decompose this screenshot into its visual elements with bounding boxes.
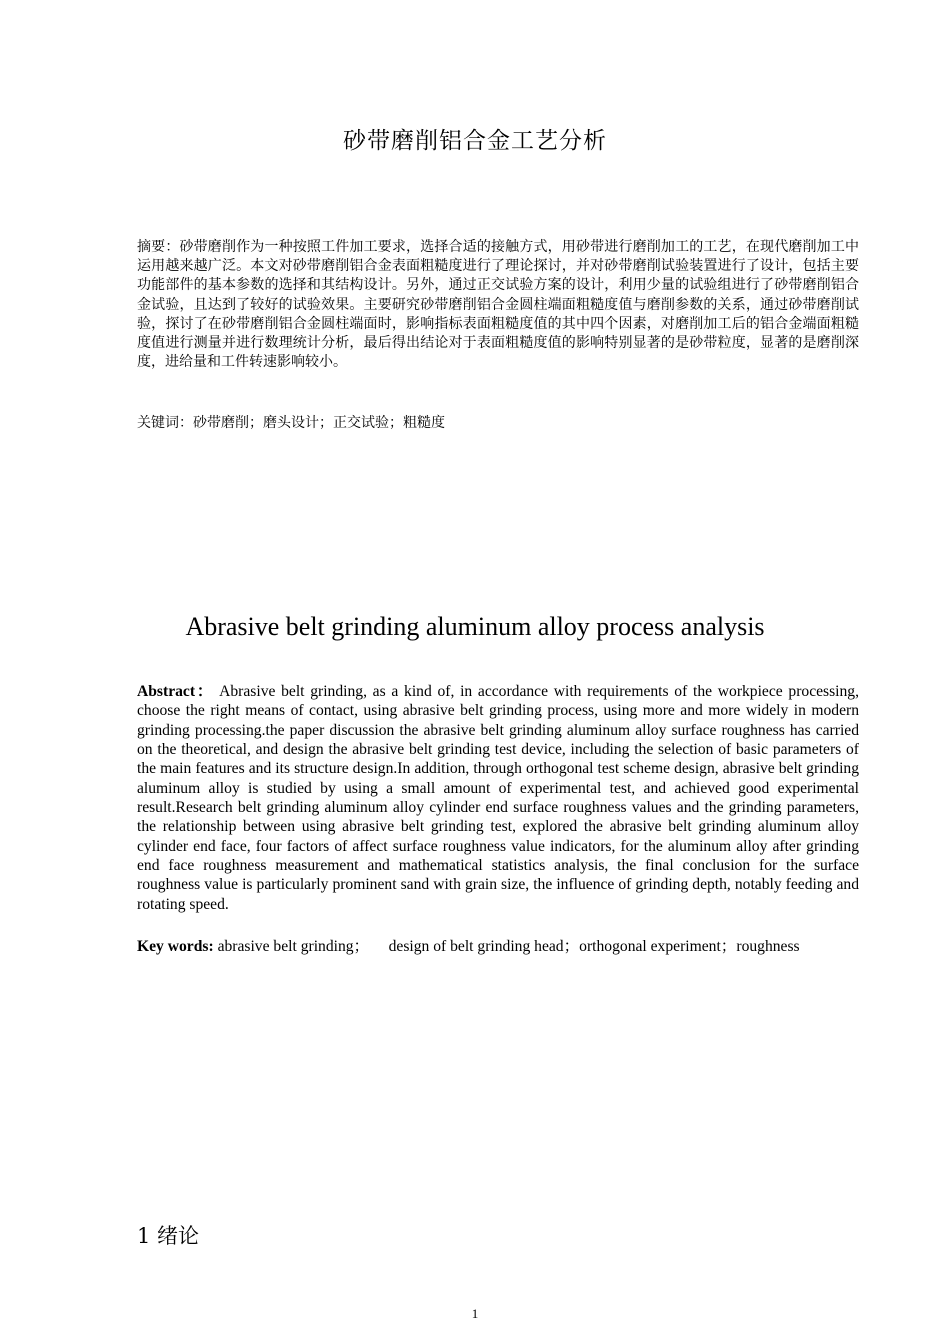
page-number: 1 xyxy=(471,1306,479,1321)
english-keywords xyxy=(137,934,859,956)
chinese-keywords-label: 关键词： xyxy=(137,415,193,431)
english-abstract-text: Abrasive belt grinding, as a kind of, in accordance with requirements of the workpiece processing, choose the right means of contact, using abrasive belt grinding process, using more and more widely in modern grinding processing.the paper discussion the abrasive belt grinding aluminum alloy surface roughness has carried on the theoretical, and design the abrasive belt grinding test device, including the selection of basic parameters of the main features and its structure design.In addition, through orthogonal test scheme design, abrasive belt grinding aluminum alloy is studied by using a small amount of experimental test, and achieved good experimental result.Research belt grinding aluminum alloy cylinder end surface roughness values and the grinding parameters, the relationship between using abrasive belt grinding test, explored the abrasive belt grinding aluminum alloy cylinder end face, four factors of affect surface roughness value indicators, for the aluminum alloy after grinding end face roughness measurement and mathematical statistics analysis, the final conclusion for the surface roughness value is particularly prominent sand with grain size, the influence of grinding depth, notably feeding and rotating speed. xyxy=(137,683,860,913)
chinese-title: 砂带磨削铝合金工艺分析 xyxy=(343,128,607,154)
chinese-keywords xyxy=(137,412,859,432)
english-abstract xyxy=(137,682,859,914)
english-keywords-label: Key words: xyxy=(137,938,214,955)
english-title: Abrasive belt grinding aluminum alloy process analysis xyxy=(185,612,765,641)
english-abstract-label: Abstract： xyxy=(137,683,215,700)
english-keywords-text: abrasive belt grinding； design of belt grinding head；orthogonal experiment；roughness xyxy=(213,938,800,955)
chinese-abstract-label: 摘要： xyxy=(137,239,180,255)
section-heading: 1 绪论 xyxy=(137,1224,200,1248)
chinese-abstract xyxy=(137,238,859,372)
chinese-keywords-text: 砂带磨削；磨头设计；正交试验；粗糙度 xyxy=(193,415,445,431)
chinese-abstract-text: 砂带磨削作为一种按照工件加工要求，选择合适的接触方式，用砂带进行磨削加工的工艺，在现代磨削加工中运用越来越广泛。本文对砂带磨削铝合金表面粗糙度进行了理论探讨，并对砂带磨削试验装置进行了设计，包括主要功能部件的基本参数的选择和其结构设计。另外，通过正交试验方案的设计，利用少量的试验组进行了砂带磨削铝合金试验，且达到了较好的试验效果。主要研究砂带磨削铝合金圆柱端面粗糙度值与磨削参数的关系，通过砂带磨削试验，探讨了在砂带磨削铝合金圆柱端面时，影响指标表面粗糙度值的其中四个因素，对磨削加工后的铝合金端面粗糙度值进行测量并进行数理统计分析，最后得出结论对于表面粗糙度值的影响特别显著的是砂带粒度，显著的是磨削深度，进给量和工件转速影响较小。 xyxy=(137,239,860,371)
